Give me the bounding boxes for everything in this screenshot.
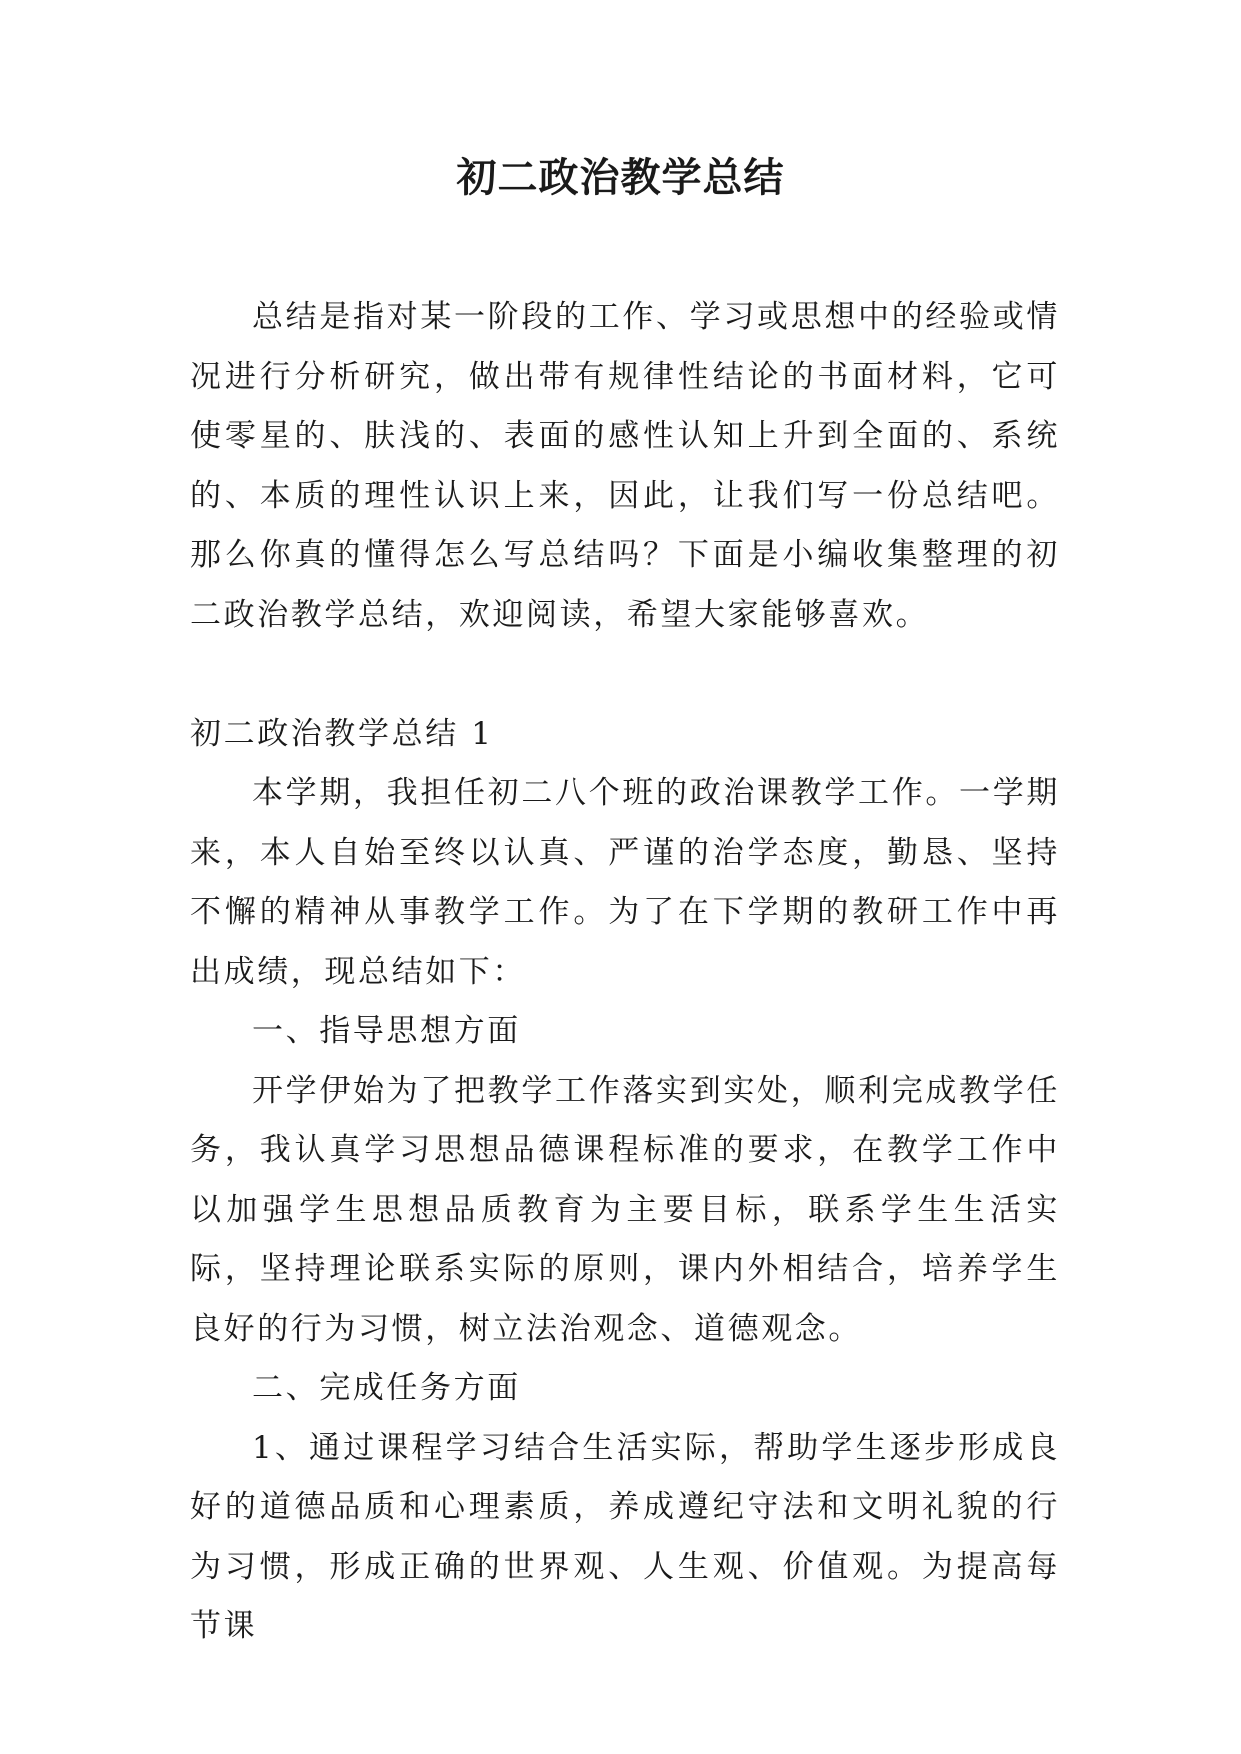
body-paragraph: 1、通过课程学习结合生活实际，帮助学生逐步形成良好的道德品质和心理素质，养成遵纪守法和文明礼貌的行为习惯，形成正确的世界观、人生观、价值观。为提高每节课	[190, 1429, 1060, 1644]
document-body	[190, 288, 1060, 1657]
document-title: 初二政治教学总结	[456, 154, 785, 201]
intro-paragraph: 总结是指对某一阶段的工作、学习或思想中的经验或情况进行分析研究，做出带有规律性结论的书面材料，它可使零星的、肤浅的、表面的感性认知上升到全面的、系统的、本质的理性认识上来，因此，让我们写一份总结吧。那么你真的懂得怎么写总结吗？下面是小编收集整理的初二政治教学总结，欢迎阅读，希望大家能够喜欢。	[190, 299, 1060, 633]
section-heading: 一、指导思想方面	[252, 1013, 521, 1049]
spacer	[190, 645, 1060, 705]
section-heading: 二、完成任务方面	[252, 1370, 521, 1406]
section-title: 初二政治教学总结 1	[190, 715, 494, 752]
body-paragraph: 开学伊始为了把教学工作落实到实处，顺利完成教学任务，我认真学习思想品德课程标准的要求，在教学工作中以加强学生思想品质教育为主要目标，联系学生生活实际，坚持理论联系实际的原则，课内外相结合，培养学生良好的行为习惯，树立法治观念、道德观念。	[190, 1072, 1060, 1347]
body-paragraph: 本学期，我担任初二八个班的政治课教学工作。一学期来，本人自始至终以认真、严谨的治学态度，勤恳、坚持不懈的精神从事教学工作。为了在下学期的教研工作中再出成绩，现总结如下：	[190, 775, 1060, 990]
